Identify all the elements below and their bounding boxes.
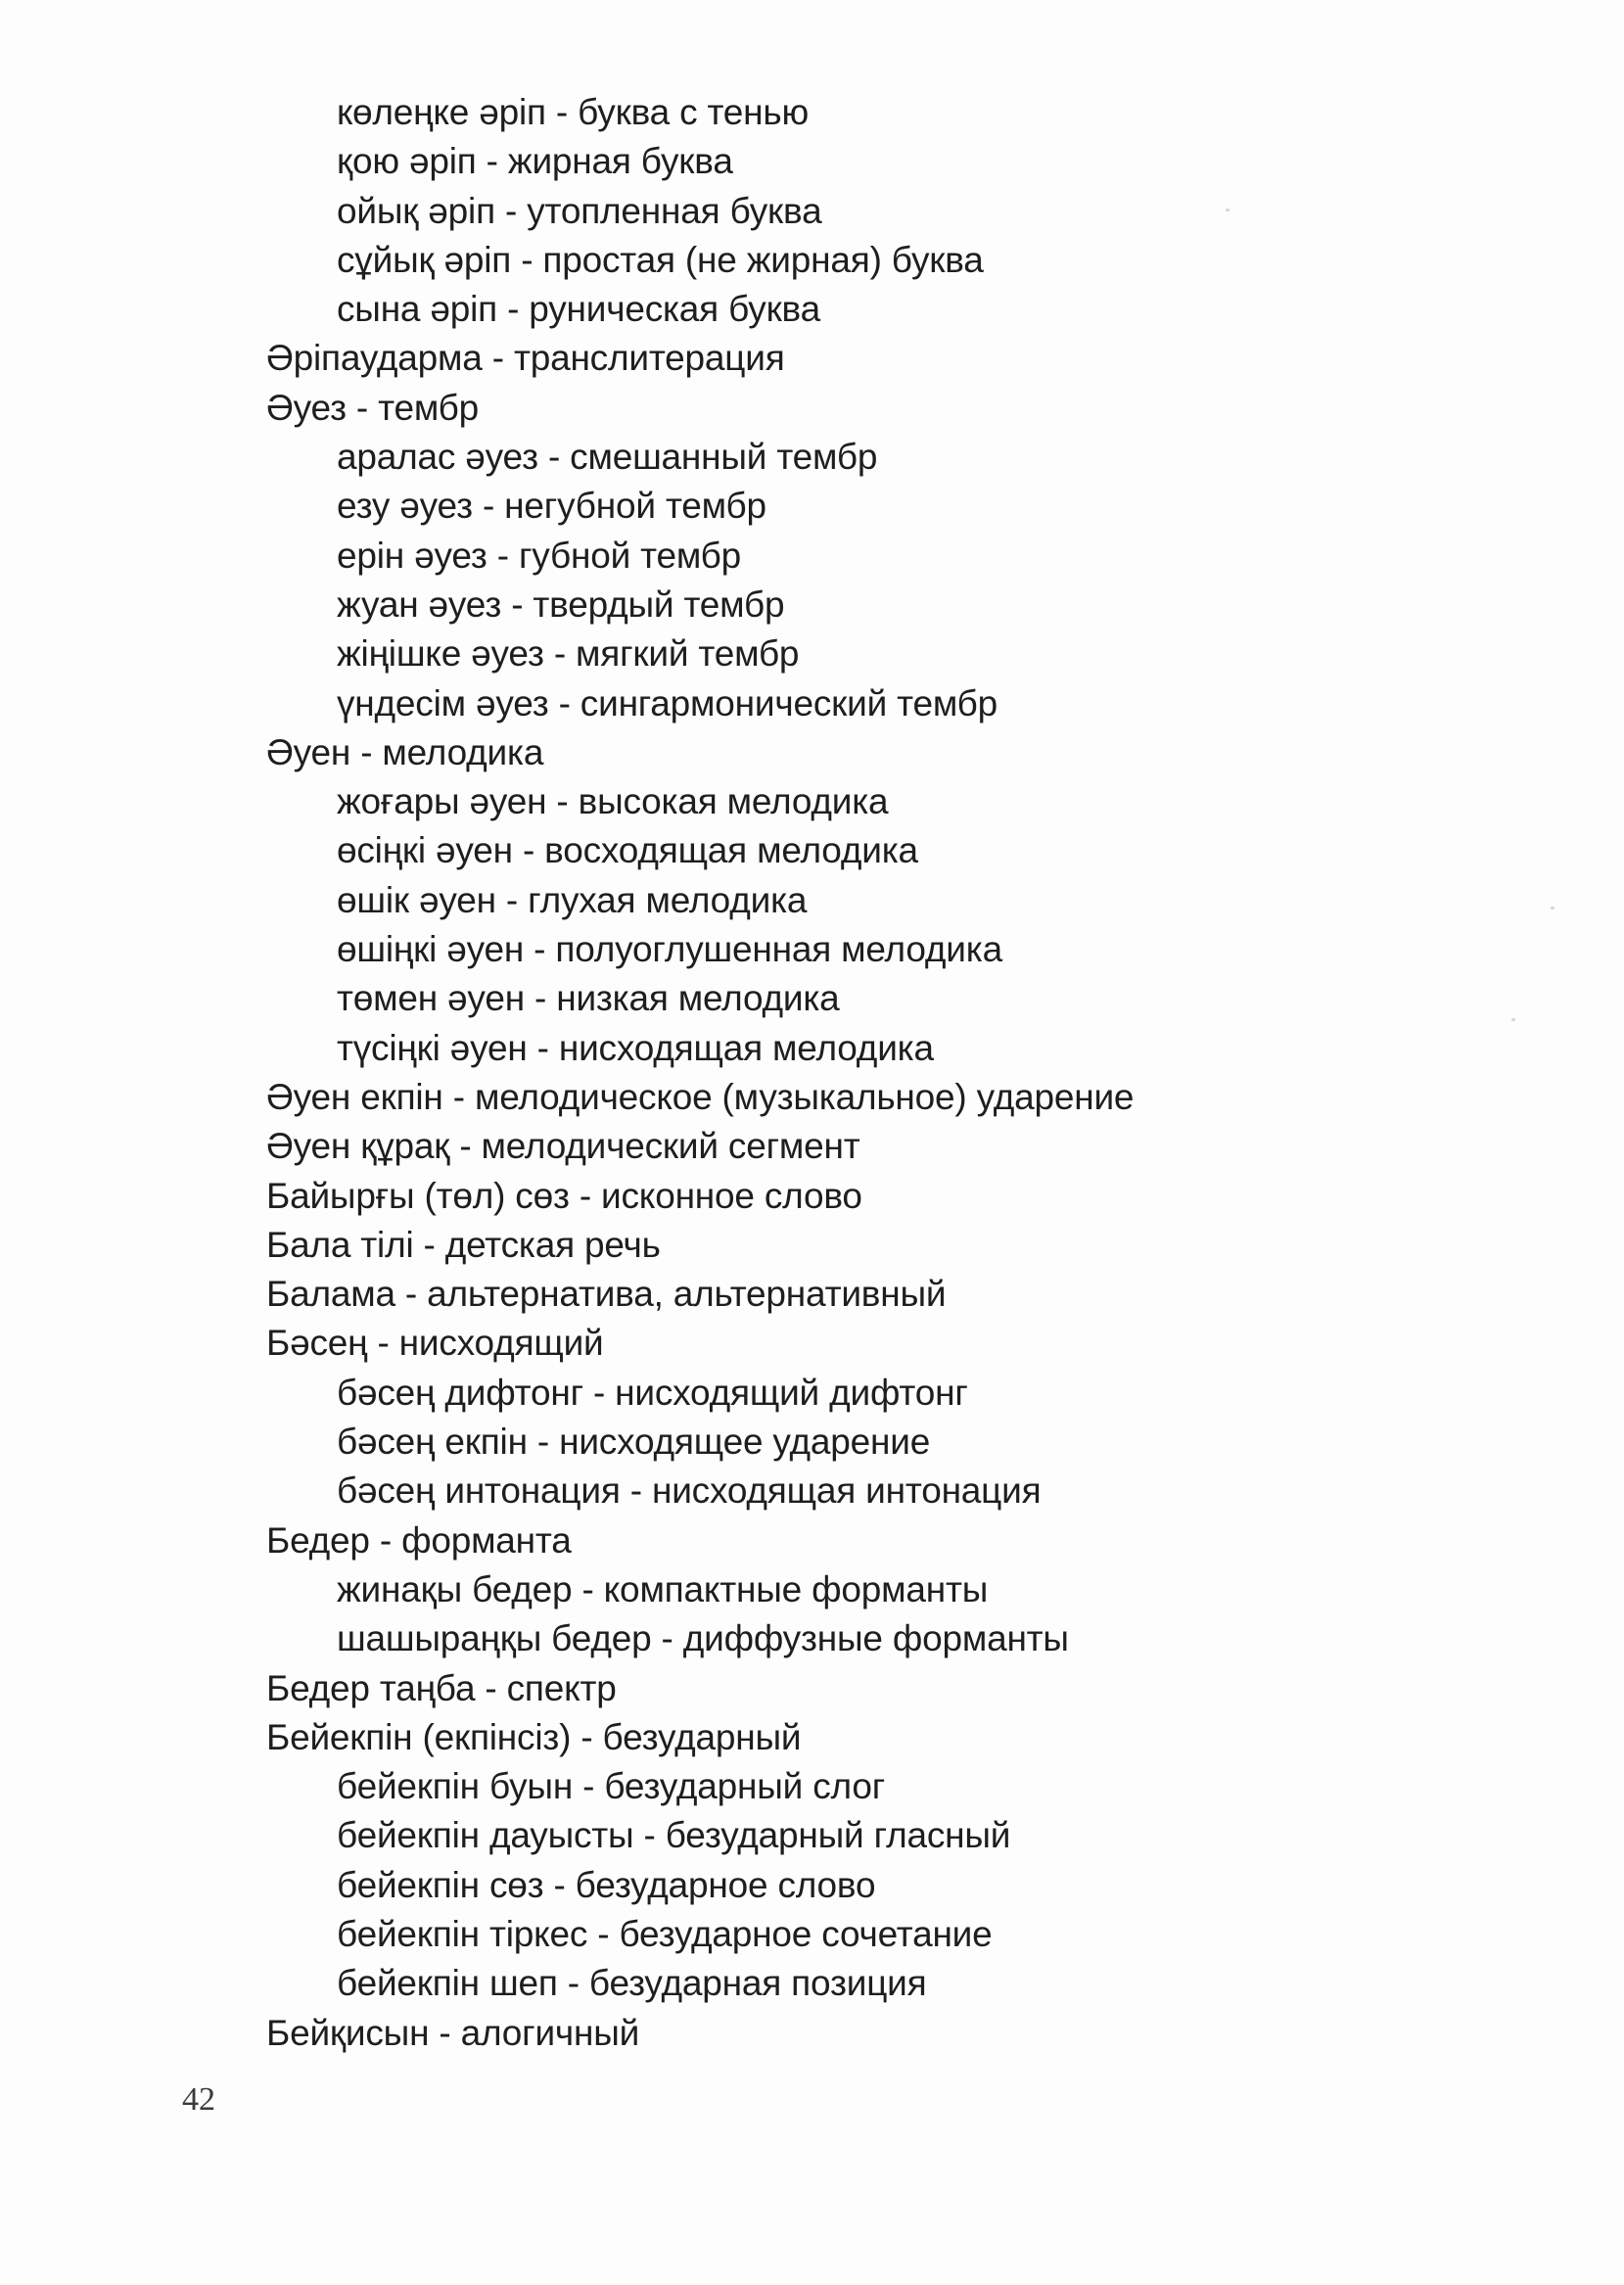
glossary-headword-entry: Бедер - форманта xyxy=(266,1519,572,1561)
glossary-subentry: өшіңкі әуен - полуоглушенная мелодика xyxy=(337,929,1002,970)
glossary-subentry: ерін әуез - губной тембр xyxy=(337,535,742,576)
scan-speck xyxy=(1511,1018,1515,1021)
page-number: 42 xyxy=(182,2081,215,2118)
glossary-headword-entry: Әуен - мелодика xyxy=(266,731,544,772)
glossary-subentry: өсіңкі әуен - восходящая мелодика xyxy=(337,830,918,871)
scan-speck xyxy=(1226,209,1230,211)
glossary-entry-list xyxy=(266,88,1441,2058)
glossary-subentry: бәсең екпін - нисходящее ударение xyxy=(337,1422,931,1463)
glossary-subentry: қою әріп - жирная буква xyxy=(337,141,733,182)
glossary-subentry: төмен әуен - низкая мелодика xyxy=(337,978,840,1019)
glossary-headword-entry: Бедер таңба - спектр xyxy=(266,1667,617,1708)
glossary-headword-entry: Бейекпін (екпінсіз) - безударный xyxy=(266,1716,802,1757)
glossary-subentry: көлеңке әріп - буква с тенью xyxy=(337,92,810,132)
glossary-subentry: ойық әріп - утопленная буква xyxy=(337,190,822,231)
glossary-subentry: бейекпін тіркес - безударное сочетание xyxy=(337,1913,993,1954)
glossary-subentry: жоғары әуен - высокая мелодика xyxy=(337,781,889,822)
glossary-subentry: бейекпін сөз - безударное слово xyxy=(337,1864,876,1905)
glossary-subentry: аралас әуез - смешанный тембр xyxy=(337,437,878,478)
glossary-subentry: сына әріп - руническая буква xyxy=(337,289,820,330)
glossary-headword-entry: Әріпаударма - транслитерация xyxy=(266,338,785,379)
glossary-subentry: бейекпін шеп - безударная позиция xyxy=(337,1963,927,2004)
glossary-headword-entry: Балама - альтернатива, альтернативный xyxy=(266,1274,947,1315)
glossary-subentry: жуан әуез - твердый тембр xyxy=(337,583,785,625)
glossary-subentry: езу әуез - негубной тембр xyxy=(337,486,766,527)
glossary-subentry: бәсең дифтонг - нисходящий дифтонг xyxy=(337,1372,968,1413)
glossary-subentry: түсіңкі әуен - нисходящая мелодика xyxy=(337,1027,934,1068)
glossary-subentry: сұйық әріп - простая (не жирная) буква xyxy=(337,239,984,280)
glossary-headword-entry: Әуен құрақ - мелодический сегмент xyxy=(266,1126,860,1167)
glossary-subentry: шашыраңқы бедер - диффузные форманты xyxy=(337,1618,1069,1659)
glossary-subentry: бейекпін дауысты - безударный гласный xyxy=(337,1815,1011,1856)
glossary-subentry: жіңішке әуез - мягкий тембр xyxy=(337,633,800,675)
scan-speck xyxy=(1551,907,1554,909)
glossary-headword-entry: Бала тілі - детская речь xyxy=(266,1224,661,1265)
glossary-headword-entry: Бәсең - нисходящий xyxy=(266,1323,604,1364)
glossary-headword-entry: Әуен екпін - мелодическое (музыкальное) ударение xyxy=(266,1076,1135,1117)
glossary-subentry: үндесім әуез - сингармонический тембр xyxy=(337,682,998,723)
glossary-subentry: бәсең интонация - нисходящая интонация xyxy=(337,1470,1042,1512)
glossary-headword-entry: Әуез - тембр xyxy=(266,387,480,428)
glossary-headword-entry: Бейқисын - алогичный xyxy=(266,2012,640,2053)
glossary-headword-entry: Байырғы (төл) сөз - исконное слово xyxy=(266,1175,862,1216)
glossary-subentry: жинақы бедер - компактные форманты xyxy=(337,1568,989,1609)
glossary-subentry: бейекпін буын - безударный слог xyxy=(337,1766,886,1807)
glossary-subentry: өшік әуен - глухая мелодика xyxy=(337,879,808,920)
